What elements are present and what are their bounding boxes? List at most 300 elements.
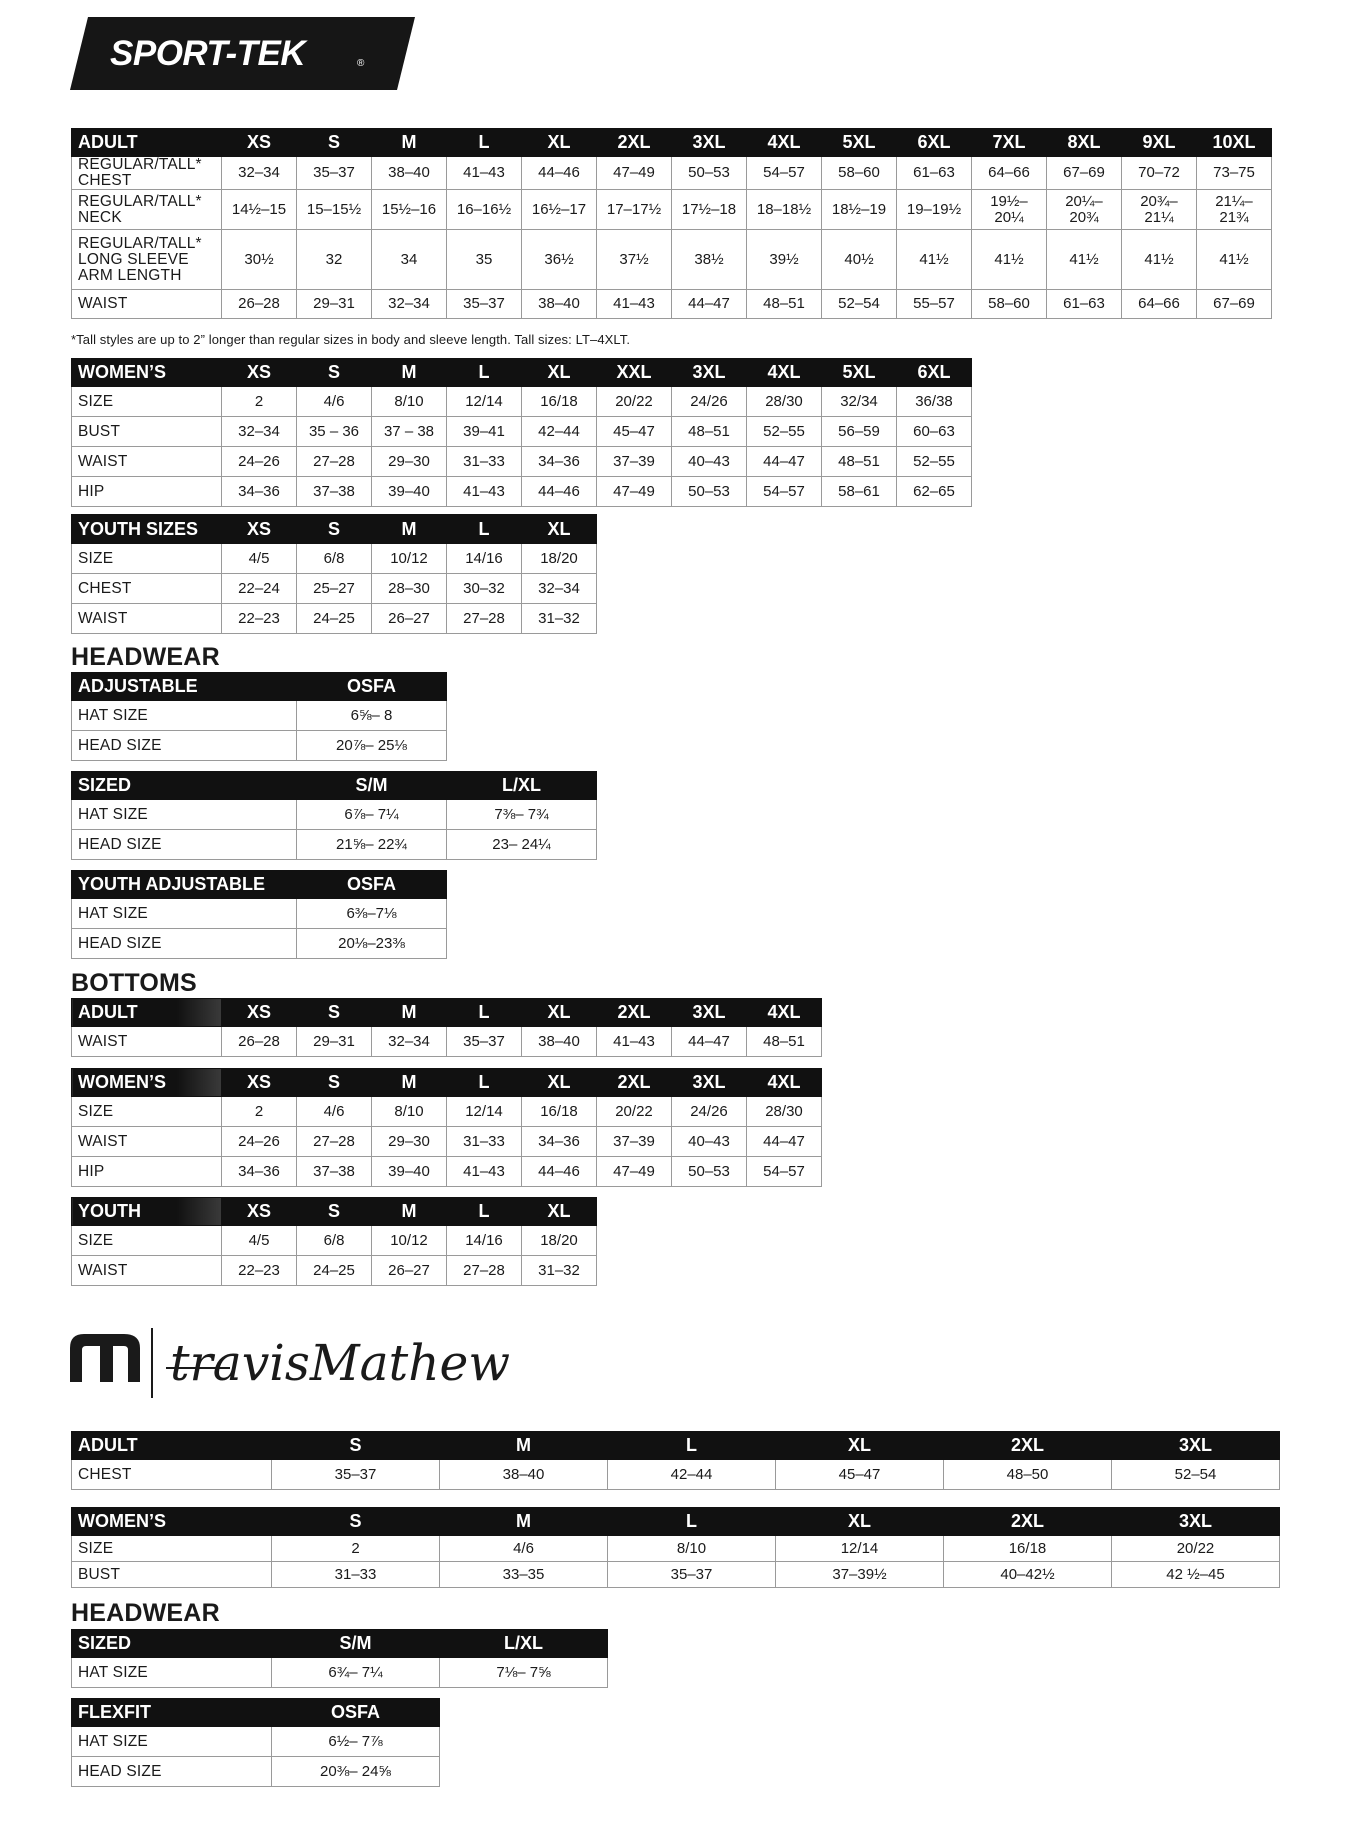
- table-row: [72, 387, 972, 417]
- table-title: WOMEN’S: [72, 1069, 222, 1097]
- size-column-header: L: [447, 359, 522, 387]
- size-value-cell: 58–60: [822, 157, 897, 190]
- size-column-header: 4XL: [747, 1069, 822, 1097]
- table-title: YOUTH ADJUSTABLE: [72, 871, 297, 899]
- size-value-cell: 42 ½–45: [1112, 1562, 1280, 1588]
- size-value-cell: 40–43: [672, 1127, 747, 1157]
- table-header-row: [72, 999, 822, 1027]
- table-row: [72, 190, 1272, 230]
- row-label: HEAD SIZE: [72, 830, 297, 860]
- size-column-header: M: [372, 1069, 447, 1097]
- size-value-cell: 37 – 38: [372, 417, 447, 447]
- row-label: CHEST: [72, 574, 222, 604]
- size-value-cell: 54–57: [747, 157, 822, 190]
- table-row: [72, 800, 597, 830]
- row-label: HEAD SIZE: [72, 1757, 272, 1787]
- size-value-cell: 24–25: [297, 604, 372, 634]
- size-value-cell: 48–51: [672, 417, 747, 447]
- table-title: ADULT: [72, 999, 222, 1027]
- size-value-cell: 56–59: [822, 417, 897, 447]
- table-title: SIZED: [72, 1630, 272, 1658]
- table-title: YOUTH: [72, 1198, 222, 1226]
- size-value-cell: 34–36: [522, 1127, 597, 1157]
- size-value-cell: 24–26: [222, 1127, 297, 1157]
- size-value-cell: 34–36: [222, 1157, 297, 1187]
- size-column-header: 5XL: [822, 359, 897, 387]
- size-column-header: OSFA: [297, 871, 447, 899]
- size-value-cell: 41½: [897, 230, 972, 290]
- size-value-cell: 44–46: [522, 157, 597, 190]
- size-value-cell: 26–27: [372, 1256, 447, 1286]
- row-label: BUST: [72, 417, 222, 447]
- size-value-cell: 34–36: [222, 477, 297, 507]
- travismathew-logo: [70, 1328, 520, 1408]
- size-value-cell: 37–38: [297, 1157, 372, 1187]
- table-header-row: [72, 673, 447, 701]
- size-value-cell: 16½–17: [522, 190, 597, 230]
- sporttek-adult-size-table: [71, 128, 1272, 319]
- size-value-cell: 14½–15: [222, 190, 297, 230]
- size-value-cell: 6⅞– 7¼: [297, 800, 447, 830]
- size-value-cell: 41–43: [597, 290, 672, 319]
- row-label: HAT SIZE: [72, 800, 297, 830]
- size-column-header: L: [447, 1069, 522, 1097]
- table-title: WOMEN’S: [72, 359, 222, 387]
- size-column-header: OSFA: [297, 673, 447, 701]
- size-value-cell: 2: [272, 1536, 440, 1562]
- size-value-cell: 24/26: [672, 387, 747, 417]
- table-title: ADJUSTABLE: [72, 673, 297, 701]
- size-value-cell: 47–49: [597, 477, 672, 507]
- table-row: [72, 929, 447, 959]
- size-value-cell: 41½: [972, 230, 1047, 290]
- size-column-header: XS: [222, 999, 297, 1027]
- size-value-cell: 6⅜–7⅛: [297, 899, 447, 929]
- size-value-cell: 27–28: [447, 604, 522, 634]
- size-value-cell: 20/22: [597, 1097, 672, 1127]
- size-value-cell: 44–46: [522, 1157, 597, 1187]
- size-column-header: S: [297, 129, 372, 157]
- size-value-cell: 39–41: [447, 417, 522, 447]
- size-value-cell: 41–43: [447, 1157, 522, 1187]
- size-column-header: 6XL: [897, 129, 972, 157]
- size-value-cell: 32–34: [222, 417, 297, 447]
- size-value-cell: 16/18: [944, 1536, 1112, 1562]
- size-column-header: XS: [222, 129, 297, 157]
- travismathew-logo-text: travisMathew: [170, 1334, 510, 1392]
- table-row: [72, 1536, 1280, 1562]
- size-value-cell: 27–28: [297, 447, 372, 477]
- size-value-cell: 19–19½: [897, 190, 972, 230]
- size-value-cell: 17–17½: [597, 190, 672, 230]
- size-column-header: 6XL: [897, 359, 972, 387]
- sporttek-womens-size-table: [71, 358, 972, 507]
- size-column-header: 3XL: [1112, 1508, 1280, 1536]
- size-value-cell: 25–27: [297, 574, 372, 604]
- size-value-cell: 52–55: [747, 417, 822, 447]
- size-value-cell: 2: [222, 1097, 297, 1127]
- size-value-cell: 28/30: [747, 1097, 822, 1127]
- size-value-cell: 10/12: [372, 544, 447, 574]
- size-value-cell: 35–37: [608, 1562, 776, 1588]
- table-row: [72, 701, 447, 731]
- size-value-cell: 23– 24¼: [447, 830, 597, 860]
- row-label: REGULAR/TALL* LONG SLEEVE ARM LENGTH: [72, 230, 222, 290]
- row-label: WAIST: [72, 1256, 222, 1286]
- size-value-cell: 73–75: [1197, 157, 1272, 190]
- sporttek-youth-size-table: [71, 514, 597, 634]
- size-value-cell: 35: [447, 230, 522, 290]
- size-value-cell: 48–51: [747, 1027, 822, 1057]
- size-value-cell: 16/18: [522, 1097, 597, 1127]
- size-value-cell: 40–43: [672, 447, 747, 477]
- size-value-cell: 21⅝– 22¾: [297, 830, 447, 860]
- size-column-header: 2XL: [597, 1069, 672, 1097]
- sporttek-bottoms-youth-table: [71, 1197, 597, 1286]
- size-value-cell: 50–53: [672, 1157, 747, 1187]
- table-row: [72, 1562, 1280, 1588]
- size-column-header: M: [372, 359, 447, 387]
- size-value-cell: 6½– 7⅞: [272, 1727, 440, 1757]
- size-column-header: 4XL: [747, 999, 822, 1027]
- size-value-cell: 30½: [222, 230, 297, 290]
- table-row: [72, 1157, 822, 1187]
- table-row: [72, 447, 972, 477]
- size-column-header: 3XL: [672, 129, 747, 157]
- size-value-cell: 62–65: [897, 477, 972, 507]
- size-value-cell: 16–16½: [447, 190, 522, 230]
- size-value-cell: 47–49: [597, 157, 672, 190]
- table-row: [72, 417, 972, 447]
- size-value-cell: 48–51: [822, 447, 897, 477]
- size-value-cell: 41½: [1122, 230, 1197, 290]
- table-row: [72, 574, 597, 604]
- size-column-header: XL: [522, 1198, 597, 1226]
- size-column-header: 3XL: [672, 999, 747, 1027]
- size-value-cell: 32–34: [522, 574, 597, 604]
- size-value-cell: 12/14: [447, 1097, 522, 1127]
- table-row: [72, 1226, 597, 1256]
- size-column-header: XL: [522, 129, 597, 157]
- size-value-cell: 31–32: [522, 1256, 597, 1286]
- size-value-cell: 8/10: [608, 1536, 776, 1562]
- size-column-header: 4XL: [747, 359, 822, 387]
- size-value-cell: 37–39½: [776, 1562, 944, 1588]
- size-value-cell: 26–28: [222, 290, 297, 319]
- sporttek-sized-hat-table: [71, 771, 597, 860]
- size-value-cell: 50–53: [672, 477, 747, 507]
- table-header-row: [72, 129, 1272, 157]
- size-value-cell: 20¼– 20¾: [1047, 190, 1122, 230]
- size-value-cell: 7⅛– 7⅝: [440, 1658, 608, 1688]
- size-value-cell: 44–46: [522, 477, 597, 507]
- size-column-header: S: [297, 1069, 372, 1097]
- size-value-cell: 4/5: [222, 544, 297, 574]
- table-header-row: [72, 1432, 1280, 1460]
- size-column-header: L: [447, 999, 522, 1027]
- size-value-cell: 39½: [747, 230, 822, 290]
- row-label: HAT SIZE: [72, 1727, 272, 1757]
- size-value-cell: 4/5: [222, 1226, 297, 1256]
- size-value-cell: 24–26: [222, 447, 297, 477]
- size-value-cell: 37½: [597, 230, 672, 290]
- size-value-cell: 19½– 20¼: [972, 190, 1047, 230]
- registered-mark: ®: [357, 58, 365, 69]
- size-value-cell: 18½–19: [822, 190, 897, 230]
- table-row: [72, 1658, 608, 1688]
- size-column-header: XL: [522, 999, 597, 1027]
- size-value-cell: 20⅛–23⅜: [297, 929, 447, 959]
- row-label: REGULAR/TALL* CHEST: [72, 157, 222, 190]
- size-value-cell: 29–30: [372, 447, 447, 477]
- size-value-cell: 4/6: [297, 1097, 372, 1127]
- size-value-cell: 35–37: [447, 290, 522, 319]
- size-value-cell: 36/38: [897, 387, 972, 417]
- table-header-row: [72, 772, 597, 800]
- size-column-header: 2XL: [944, 1432, 1112, 1460]
- size-value-cell: 17½–18: [672, 190, 747, 230]
- row-label: SIZE: [72, 387, 222, 417]
- size-value-cell: 42–44: [522, 417, 597, 447]
- row-label: REGULAR/TALL* NECK: [72, 190, 222, 230]
- table-title: ADULT: [72, 129, 222, 157]
- table-row: [72, 230, 1272, 290]
- size-column-header: XS: [222, 1069, 297, 1097]
- row-label: WAIST: [72, 1127, 222, 1157]
- size-column-header: M: [372, 1198, 447, 1226]
- size-value-cell: 38–40: [522, 290, 597, 319]
- row-label: SIZE: [72, 544, 222, 574]
- size-column-header: 2XL: [597, 129, 672, 157]
- table-title: SIZED: [72, 772, 297, 800]
- table-row: [72, 544, 597, 574]
- size-value-cell: 45–47: [597, 417, 672, 447]
- size-column-header: 8XL: [1047, 129, 1122, 157]
- size-value-cell: 67–69: [1047, 157, 1122, 190]
- size-column-header: 2XL: [597, 999, 672, 1027]
- size-column-header: XL: [522, 359, 597, 387]
- size-value-cell: 50–53: [672, 157, 747, 190]
- table-row: [72, 731, 447, 761]
- size-value-cell: 22–24: [222, 574, 297, 604]
- size-value-cell: 28–30: [372, 574, 447, 604]
- size-column-header: S: [297, 515, 372, 544]
- travismathew-adult-size-table: [71, 1431, 1280, 1490]
- size-value-cell: 52–54: [822, 290, 897, 319]
- size-value-cell: 55–57: [897, 290, 972, 319]
- size-column-header: S: [297, 999, 372, 1027]
- table-row: [72, 1727, 440, 1757]
- size-column-header: XL: [776, 1508, 944, 1536]
- size-column-header: 3XL: [672, 1069, 747, 1097]
- size-column-header: 2XL: [944, 1508, 1112, 1536]
- size-value-cell: 52–54: [1112, 1460, 1280, 1490]
- size-value-cell: 7⅜– 7¾: [447, 800, 597, 830]
- size-value-cell: 6/8: [297, 1226, 372, 1256]
- table-row: [72, 1460, 1280, 1490]
- size-value-cell: 38½: [672, 230, 747, 290]
- size-column-header: 3XL: [1112, 1432, 1280, 1460]
- size-value-cell: 67–69: [1197, 290, 1272, 319]
- size-value-cell: 18–18½: [747, 190, 822, 230]
- size-value-cell: 15–15½: [297, 190, 372, 230]
- size-value-cell: 41–43: [447, 157, 522, 190]
- size-value-cell: 32: [297, 230, 372, 290]
- size-value-cell: 45–47: [776, 1460, 944, 1490]
- size-column-header: L/XL: [440, 1630, 608, 1658]
- row-label: CHEST: [72, 1460, 272, 1490]
- size-value-cell: 8/10: [372, 1097, 447, 1127]
- size-value-cell: 6¾– 7¼: [272, 1658, 440, 1688]
- size-value-cell: 6⅝– 8: [297, 701, 447, 731]
- size-value-cell: 64–66: [972, 157, 1047, 190]
- size-column-header: L/XL: [447, 772, 597, 800]
- size-column-header: 10XL: [1197, 129, 1272, 157]
- size-value-cell: 37–39: [597, 1127, 672, 1157]
- size-column-header: S: [272, 1508, 440, 1536]
- size-value-cell: 40½: [822, 230, 897, 290]
- size-column-header: XS: [222, 1198, 297, 1226]
- size-value-cell: 27–28: [297, 1127, 372, 1157]
- size-value-cell: 29–31: [297, 290, 372, 319]
- table-title: WOMEN’S: [72, 1508, 272, 1536]
- size-value-cell: 38–40: [440, 1460, 608, 1490]
- size-column-header: XL: [522, 1069, 597, 1097]
- size-value-cell: 32–34: [372, 1027, 447, 1057]
- sporttek-adjustable-hat-table: [71, 672, 447, 761]
- size-column-header: L: [447, 129, 522, 157]
- table-header-row: [72, 871, 447, 899]
- size-value-cell: 39–40: [372, 1157, 447, 1187]
- size-value-cell: 54–57: [747, 477, 822, 507]
- size-column-header: XS: [222, 359, 297, 387]
- size-value-cell: 44–47: [672, 290, 747, 319]
- size-value-cell: 27–28: [447, 1256, 522, 1286]
- size-value-cell: 64–66: [1122, 290, 1197, 319]
- size-column-header: S: [297, 359, 372, 387]
- size-value-cell: 31–33: [447, 1127, 522, 1157]
- table-row: [72, 1097, 822, 1127]
- size-value-cell: 26–28: [222, 1027, 297, 1057]
- size-value-cell: 35 – 36: [297, 417, 372, 447]
- row-label: HEAD SIZE: [72, 731, 297, 761]
- size-column-header: M: [440, 1432, 608, 1460]
- size-value-cell: 61–63: [897, 157, 972, 190]
- size-column-header: XL: [522, 515, 597, 544]
- sporttek-bottoms-heading: BOTTOMS: [71, 969, 197, 997]
- table-header-row: [72, 1699, 440, 1727]
- table-header-row: [72, 359, 972, 387]
- row-label: BUST: [72, 1562, 272, 1588]
- sporttek-bottoms-adult-table: [71, 998, 822, 1057]
- size-value-cell: 12/14: [447, 387, 522, 417]
- size-value-cell: 20¾– 21¼: [1122, 190, 1197, 230]
- size-value-cell: 31–33: [447, 447, 522, 477]
- size-value-cell: 12/14: [776, 1536, 944, 1562]
- size-column-header: 9XL: [1122, 129, 1197, 157]
- size-value-cell: 26–27: [372, 604, 447, 634]
- sporttek-headwear-heading: HEADWEAR: [71, 643, 220, 671]
- size-value-cell: 29–30: [372, 1127, 447, 1157]
- size-value-cell: 47–49: [597, 1157, 672, 1187]
- size-value-cell: 20/22: [597, 387, 672, 417]
- size-value-cell: 14/16: [447, 544, 522, 574]
- row-label: HAT SIZE: [72, 1658, 272, 1688]
- size-value-cell: 36½: [522, 230, 597, 290]
- size-column-header: 5XL: [822, 129, 897, 157]
- size-value-cell: 20⅞– 25⅛: [297, 731, 447, 761]
- row-label: WAIST: [72, 290, 222, 319]
- size-column-header: L: [608, 1432, 776, 1460]
- row-label: HIP: [72, 477, 222, 507]
- size-value-cell: 35–37: [272, 1460, 440, 1490]
- travismathew-womens-size-table: [71, 1507, 1280, 1588]
- size-value-cell: 29–31: [297, 1027, 372, 1057]
- sporttek-bottoms-womens-table: [71, 1068, 822, 1187]
- size-value-cell: 33–35: [440, 1562, 608, 1588]
- table-row: [72, 1027, 822, 1057]
- size-value-cell: 4/6: [297, 387, 372, 417]
- size-value-cell: 32/34: [822, 387, 897, 417]
- size-value-cell: 54–57: [747, 1157, 822, 1187]
- size-value-cell: 24–25: [297, 1256, 372, 1286]
- size-value-cell: 20⅜– 24⅝: [272, 1757, 440, 1787]
- size-value-cell: 14/16: [447, 1226, 522, 1256]
- sporttek-youth-adjustable-hat-table: [71, 870, 447, 959]
- size-value-cell: 41½: [1197, 230, 1272, 290]
- size-column-header: L: [447, 1198, 522, 1226]
- size-column-header: 3XL: [672, 359, 747, 387]
- size-column-header: S: [297, 1198, 372, 1226]
- size-column-header: L: [447, 515, 522, 544]
- size-column-header: M: [372, 129, 447, 157]
- size-value-cell: 41½: [1047, 230, 1122, 290]
- size-value-cell: 40–42½: [944, 1562, 1112, 1588]
- size-value-cell: 16/18: [522, 387, 597, 417]
- tall-sizes-note: *Tall styles are up to 2” longer than regular sizes in body and sleeve length. Tall sizes: LT–4XLT.: [71, 332, 631, 347]
- table-row: [72, 830, 597, 860]
- size-column-header: M: [372, 999, 447, 1027]
- table-row: [72, 157, 1272, 190]
- size-value-cell: 41–43: [447, 477, 522, 507]
- size-value-cell: 28/30: [747, 387, 822, 417]
- table-row: [72, 290, 1272, 319]
- travismathew-headwear-heading: HEADWEAR: [71, 1599, 220, 1627]
- table-row: [72, 477, 972, 507]
- size-column-header: 4XL: [747, 129, 822, 157]
- size-value-cell: 22–23: [222, 1256, 297, 1286]
- size-value-cell: 44–47: [747, 1127, 822, 1157]
- table-header-row: [72, 1198, 597, 1226]
- size-column-header: XL: [776, 1432, 944, 1460]
- row-label: WAIST: [72, 1027, 222, 1057]
- row-label: HIP: [72, 1157, 222, 1187]
- size-value-cell: 42–44: [608, 1460, 776, 1490]
- size-column-header: S/M: [297, 772, 447, 800]
- size-value-cell: 38–40: [522, 1027, 597, 1057]
- size-value-cell: 58–60: [972, 290, 1047, 319]
- size-column-header: 7XL: [972, 129, 1047, 157]
- size-value-cell: 10/12: [372, 1226, 447, 1256]
- size-value-cell: 20/22: [1112, 1536, 1280, 1562]
- size-value-cell: 38–40: [372, 157, 447, 190]
- table-title: FLEXFIT: [72, 1699, 272, 1727]
- size-value-cell: 34–36: [522, 447, 597, 477]
- row-label: WAIST: [72, 604, 222, 634]
- size-value-cell: 35–37: [447, 1027, 522, 1057]
- row-label: WAIST: [72, 447, 222, 477]
- row-label: SIZE: [72, 1536, 272, 1562]
